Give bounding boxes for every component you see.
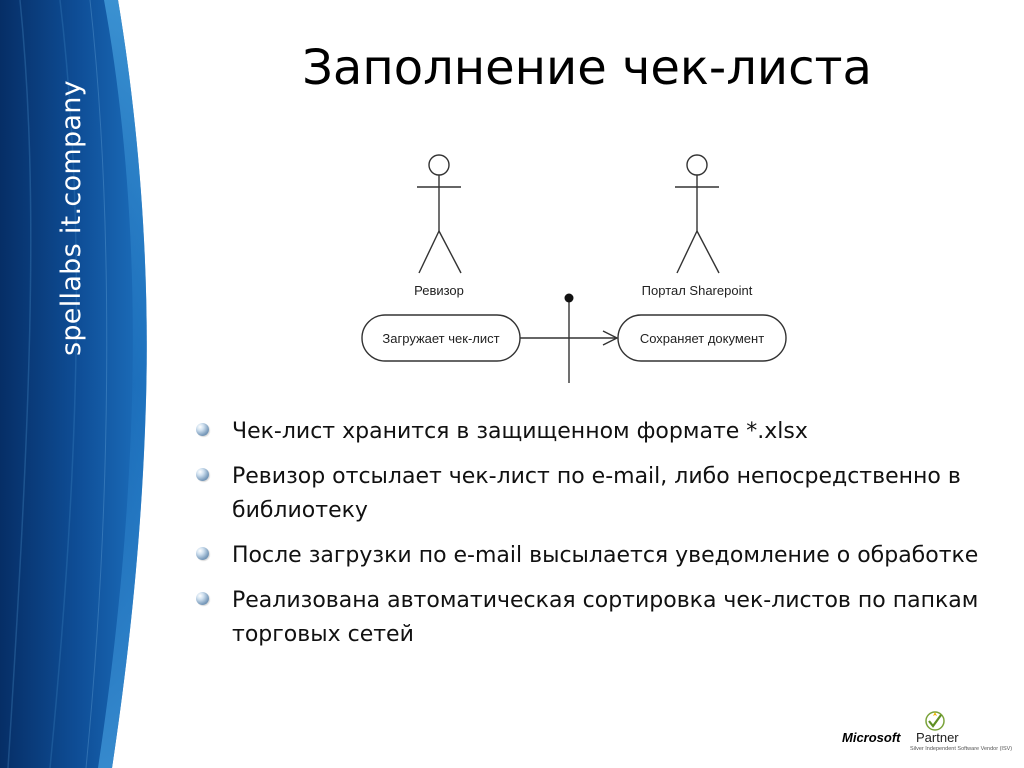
microsoft-partner-logo: [842, 708, 1012, 756]
list-item: [196, 415, 986, 449]
use-case-label: Загружает чек-лист: [382, 331, 500, 346]
bullet-sphere-icon: [196, 547, 209, 560]
sidebar-panel: [0, 0, 150, 768]
bullet-text: Реализована автоматическая сортировка чек-листов по папкам торговых сетей: [232, 588, 979, 647]
logo-word: Microsoft: [842, 730, 901, 745]
logo-subline: Silver Independent Software Vendor (ISV): [910, 746, 1013, 752]
list-item: [196, 584, 986, 652]
actor-figure-icon: [675, 155, 719, 273]
list-item: [196, 539, 986, 573]
use-case-label: Сохраняет документ: [639, 331, 765, 346]
bullet-text: Чек-лист хранится в защищенном формате *.xlsx: [232, 419, 808, 444]
bullet-sphere-icon: [196, 468, 209, 481]
brand-text: spellabs it.company: [56, 80, 87, 356]
list-item: [196, 460, 986, 528]
bullet-text: Ревизор отсылает чек-лист по e-mail, либо непосредственно в библиотеку: [232, 464, 961, 523]
bullet-list: [196, 415, 986, 663]
slide-title: Заполнение чек-листа: [302, 40, 872, 96]
use-case-diagram: [355, 145, 805, 395]
actor-label: Ревизор: [414, 283, 464, 298]
logo-partner: Partner: [916, 730, 959, 745]
actor-figure-icon: [417, 155, 461, 273]
actor-label: Портал Sharepoint: [641, 283, 753, 298]
bullet-text: После загрузки по e-mail высылается уведомление о обработке: [232, 543, 979, 568]
bullet-sphere-icon: [196, 423, 209, 436]
partner-badge-icon: [924, 710, 946, 732]
bullet-sphere-icon: [196, 592, 209, 605]
